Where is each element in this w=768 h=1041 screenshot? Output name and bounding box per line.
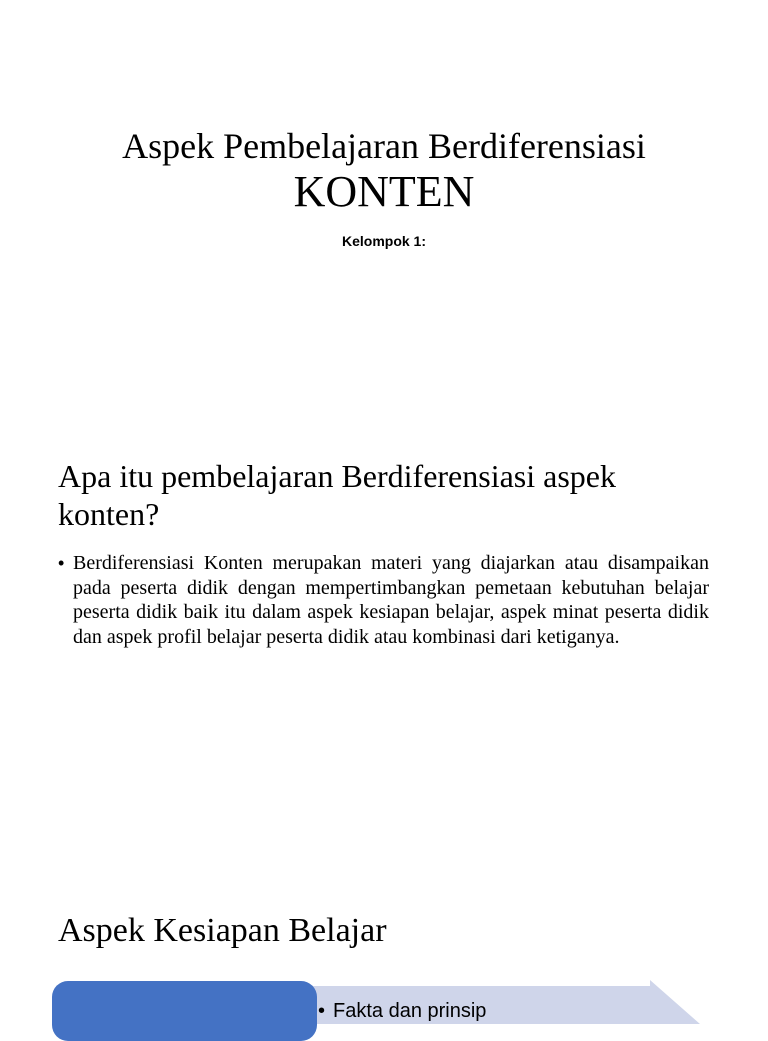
slide-heading: Aspek Kesiapan Belajar <box>58 912 387 949</box>
slide-heading: Apa itu pembelajaran Berdiferensiasi aspek konten? <box>58 458 616 532</box>
bullet-icon: • <box>318 1000 326 1022</box>
list-item-label: Fakta dan prinsip <box>333 1000 487 1022</box>
bullet-item <box>58 551 709 649</box>
bullet-text: Berdiferensiasi Konten merupakan materi yang diajarkan atau disampaikan pada peserta didik dengan mempertimbangkan pemetaan kebutuhan belajar peserta didik baik itu dalam aspek kesiapan belajar, aspek minat peserta didik dan aspek profil belajar peserta didik atau kombinasi dari ketiganya. <box>73 552 709 648</box>
category-box <box>52 981 317 1041</box>
list-item <box>318 998 486 1024</box>
group-label: Kelompok 1: <box>341 233 426 249</box>
slide-subtitle: Aspek Pembelajaran Berdiferensiasi <box>122 126 646 166</box>
bullet-icon: • <box>58 553 65 573</box>
slide-title: KONTEN <box>293 167 475 216</box>
